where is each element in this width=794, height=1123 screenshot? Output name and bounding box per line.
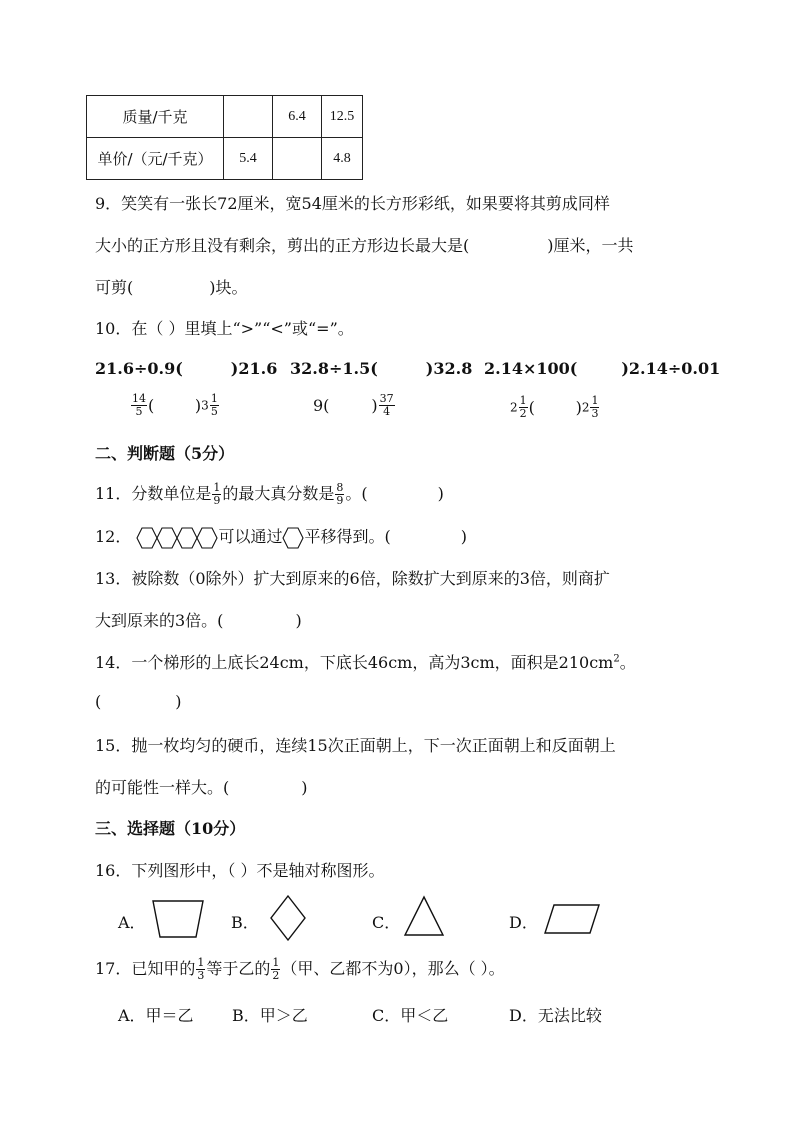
q17-option-a[interactable]: A．甲＝乙 [118, 1006, 194, 1025]
q17-option-c[interactable]: C．甲＜乙 [372, 1006, 449, 1025]
q17-stem [95, 956, 505, 982]
q12-text: 可以通过 [218, 527, 283, 546]
q15-text: ) [301, 778, 308, 797]
q10-frac-compare-1 [130, 393, 220, 418]
q9-line1: 9．笑笑有一张长72厘米，宽54厘米的长方形彩纸，如果要将其剪成同样 [95, 194, 610, 213]
q17-text: 等于乙的 [206, 959, 271, 978]
option-label: D． [509, 913, 538, 932]
q14-text: 14．一个梯形的上底长24cm，下底长46cm，高为3cm，面积是210cm [95, 653, 614, 672]
q17-option-b[interactable]: B．甲＞乙 [232, 1006, 308, 1025]
rhombus-icon [268, 894, 308, 942]
q11-text: 11．分数单位是 [95, 484, 212, 503]
expr-text: )21.6 [230, 359, 278, 378]
q16-title: 16．下列图形中，（ ）不是轴对称图形。 [95, 861, 385, 880]
expr-text: 32.8÷1.5( [290, 359, 378, 378]
mixed-whole: 2 [510, 400, 518, 415]
fraction: $\frac{1}{2}$ [519, 394, 527, 420]
q9-text: )块。 [209, 278, 248, 297]
q11 [95, 481, 444, 507]
q17-text: 17．已知甲的 [95, 959, 196, 978]
q9-line2 [95, 233, 634, 256]
table-cell: 12.5 [322, 96, 363, 138]
parallelogram-icon [542, 902, 602, 936]
q12-text: ) [460, 527, 467, 546]
q10-expr-1 [95, 359, 277, 378]
fraction: $\frac{1}{3}$ [197, 956, 205, 982]
q14-text: ) [175, 692, 182, 711]
q15-line2 [95, 775, 308, 798]
fraction: $\frac{1}{3}$ [591, 394, 599, 420]
table-cell: 质量/千克 [87, 96, 224, 138]
q13-line1: 13．被除数（0除外）扩大到原来的6倍，除数扩大到原来的3倍，则商扩 [95, 569, 610, 588]
q9-line3 [95, 275, 248, 298]
expr-text: 2.14×100( [484, 359, 578, 378]
answer-blank[interactable]: ( ) [148, 396, 202, 415]
triangle-icon [402, 894, 446, 938]
fraction: $\frac{14}{5}$ [132, 392, 146, 418]
mixed-whole: 3 [201, 398, 209, 413]
table-cell [224, 96, 273, 138]
q12-text: 平移得到。( [304, 527, 391, 546]
table-cell: 6.4 [273, 96, 322, 138]
q11-text: 的最大真分数是 [222, 484, 335, 503]
section-title-choice: 三、选择题（10分） [95, 819, 246, 838]
q13-text: ) [295, 611, 302, 630]
q10-frac-compare-2 [313, 393, 396, 418]
q16-option-d[interactable] [509, 910, 538, 933]
q16-option-a[interactable] [118, 910, 146, 933]
q14-text: ( [95, 692, 102, 711]
option-label: C． [372, 913, 401, 932]
expr-text: )32.8 [425, 359, 473, 378]
table-row [87, 96, 363, 138]
q15-line1: 15．抛一枚均匀的硬币，连续15次正面朝上，下一次正面朝上和反面朝上 [95, 736, 616, 755]
q17-option-d[interactable]: D．无法比较 [509, 1006, 602, 1025]
expr-text: ) [371, 396, 378, 415]
hexagon-icon [282, 526, 304, 550]
q16-option-c[interactable] [372, 910, 400, 933]
option-label: B． [231, 913, 259, 932]
q10-expr-3 [484, 359, 720, 378]
expr-text: 21.6÷0.9( [95, 359, 183, 378]
q11-text: ) [437, 484, 444, 503]
q11-text: 。( [345, 484, 368, 503]
table-cell [273, 138, 322, 180]
q14-line1 [95, 650, 636, 673]
table-cell: 单价/（元/千克） [87, 138, 224, 180]
q14-text: 。 [619, 653, 636, 672]
q9-text: )厘米，一共 [547, 236, 634, 255]
q10-title: 10．在（ ）里填上“>”“<”或“=”。 [95, 319, 354, 338]
fraction: $\frac{8}{9}$ [336, 481, 344, 507]
table-cell: 5.4 [224, 138, 273, 180]
mass-price-table [86, 95, 363, 180]
q15-text: 的可能性一样大。( [95, 778, 230, 797]
fraction: $\frac{1}{9}$ [213, 481, 221, 507]
q9-text: 可剪( [95, 278, 134, 297]
expr-text: )2.14÷0.01 [621, 359, 721, 378]
q13-line2 [95, 608, 302, 631]
fraction: $\frac{37}{4}$ [379, 392, 394, 418]
q10-expr-2 [290, 359, 472, 378]
q14-line2 [95, 692, 182, 711]
expr-text: 9( [313, 396, 330, 415]
table-row [87, 138, 363, 180]
q12-text: 12． [95, 527, 132, 546]
q10-frac-compare-3 [510, 395, 600, 420]
fraction: $\frac{1}{2}$ [272, 956, 280, 982]
q14-superscript: 2 [613, 653, 620, 665]
q17-text: （甲、乙都不为0），那么（ ）。 [281, 959, 505, 978]
q9-text: 大小的正方形且没有剩余，剪出的正方形边长最大是( [95, 236, 470, 255]
fraction: $\frac{1}{5}$ [210, 392, 218, 418]
section-title-judgement: 二、判断题（5分） [95, 444, 235, 463]
mixed-whole: 2 [581, 400, 590, 415]
table-cell: 4.8 [322, 138, 363, 180]
q16-option-b[interactable] [231, 910, 259, 933]
answer-blank[interactable]: ( ) [528, 398, 582, 417]
trapezoid-icon [150, 898, 206, 940]
q13-text: 大到原来的3倍。( [95, 611, 224, 630]
hexagon-row-icon [136, 526, 218, 550]
option-label: A． [118, 913, 146, 932]
q12 [95, 524, 467, 550]
